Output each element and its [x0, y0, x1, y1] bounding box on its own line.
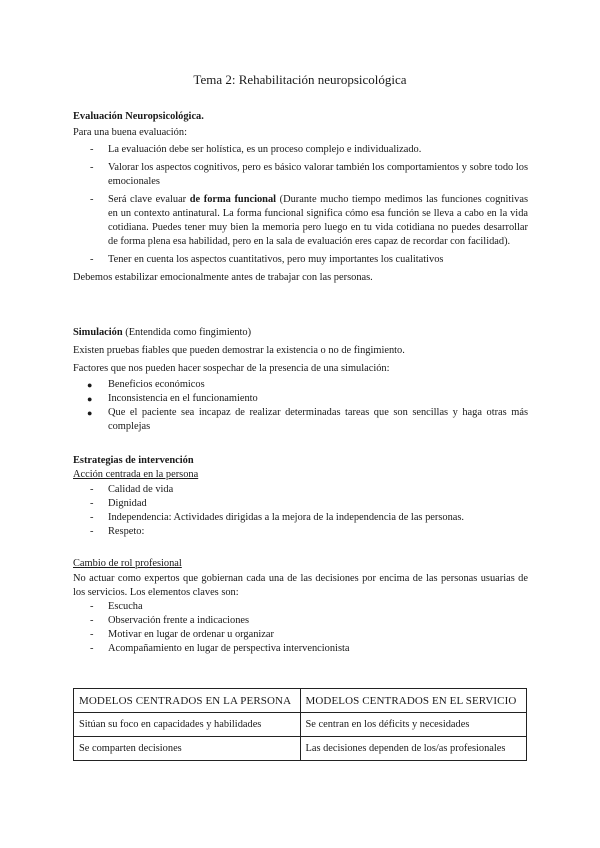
list-item: ● Inconsistencia en el funcionamiento	[73, 392, 528, 406]
subsection-title: Cambio de rol profesional	[73, 558, 182, 569]
section-evaluacion	[73, 110, 528, 285]
table-row	[74, 737, 527, 761]
list-item: - Observación frente a indicaciones	[73, 614, 528, 628]
table-cell: Las decisiones dependen de los/as profesionales	[300, 737, 527, 761]
list-item: - Respeto:	[73, 525, 528, 539]
table-cell: Sitúan su foco en capacidades y habilidades	[74, 713, 301, 737]
list-item: - Motivar en lugar de ordenar u organizar	[73, 628, 528, 642]
paragraph: No actuar como expertos que gobiernan cada una de las decisiones por encima de las personas usuarias de los servicios. Los elementos claves son:	[73, 573, 528, 598]
section-heading: Estrategias de intervención	[73, 455, 194, 466]
section-cambio-rol	[73, 557, 528, 656]
list-item	[73, 193, 528, 249]
heading-note: (Entendida como fingimiento)	[122, 327, 252, 338]
table-cell: Se centran en los déficits y necesidades	[300, 713, 527, 737]
list-item: - Independencia: Actividades dirigidas a la mejora de la independencia de las personas.	[73, 511, 528, 525]
bold-term: de forma funcional	[189, 194, 277, 205]
evaluation-list	[73, 143, 528, 267]
heading-bold: Simulación	[73, 327, 123, 338]
models-comparison-table	[73, 688, 527, 761]
list-item: - Tener en cuenta los aspectos cuantitativos, pero muy importantes los cualitativos	[73, 253, 528, 267]
list-item: - Dignidad	[73, 497, 528, 511]
list-item: - La evaluación debe ser holística, es un proceso complejo e individualizado.	[73, 143, 528, 157]
list-item: - Escucha	[73, 600, 528, 614]
table-header-row	[74, 689, 527, 713]
accion-list	[73, 483, 528, 539]
table-cell: Se comparten decisiones	[74, 737, 301, 761]
paragraph: Existen pruebas fiables que pueden demostrar la existencia o no de fingimiento.	[73, 345, 405, 356]
list-item: - Acompañamiento en lugar de perspectiva intervencionista	[73, 642, 528, 656]
paragraph: Debemos estabilizar emocionalmente antes de trabajar con las personas.	[73, 272, 373, 283]
item-text: Será clave evaluar	[108, 194, 190, 205]
item-text: (Durante mucho tiempo medimos las funciones cognitivas en un contexto antinatural. La forma funcional significa cómo esa función se lleva a cabo en la vida cotidiana. Puedes tener muy bien la memoria pero luego en tu vida cotidiana no puedes desarrollar de forma plena esa habilidad, pero en la sala de evaluación eres capaz de recordar con facilidad).	[108, 194, 529, 247]
list-item: - Calidad de vida	[73, 483, 528, 497]
section-heading	[73, 326, 528, 340]
subsection-title: Acción centrada en la persona	[73, 469, 199, 480]
table-header-cell: MODELOS CENTRADOS EN LA PERSONA	[74, 689, 301, 713]
section-heading: Evaluación Neuropsicológica.	[73, 111, 204, 122]
paragraph: Factores que nos pueden hacer sospechar de la presencia de una simulación:	[73, 363, 390, 374]
paragraph: Para una buena evaluación:	[73, 127, 187, 138]
list-item: ● Que el paciente sea incapaz de realizar determinadas tareas que son sencillas y haga otras más complejas	[73, 406, 528, 434]
section-simulacion	[73, 326, 528, 434]
list-item: - Valorar los aspectos cognitivos, pero es básico valorar también los comportamientos y sobre todo los emocionales	[73, 161, 528, 189]
table-header-cell: MODELOS CENTRADOS EN EL SERVICIO	[300, 689, 527, 713]
cambio-list	[73, 600, 528, 656]
list-item: ● Beneficios económicos	[73, 378, 528, 392]
section-estrategias	[73, 454, 528, 539]
simulation-factors-list	[73, 378, 528, 434]
table-row	[74, 713, 527, 737]
page-title: Tema 2: Rehabilitación neuropsicológica	[193, 72, 407, 87]
